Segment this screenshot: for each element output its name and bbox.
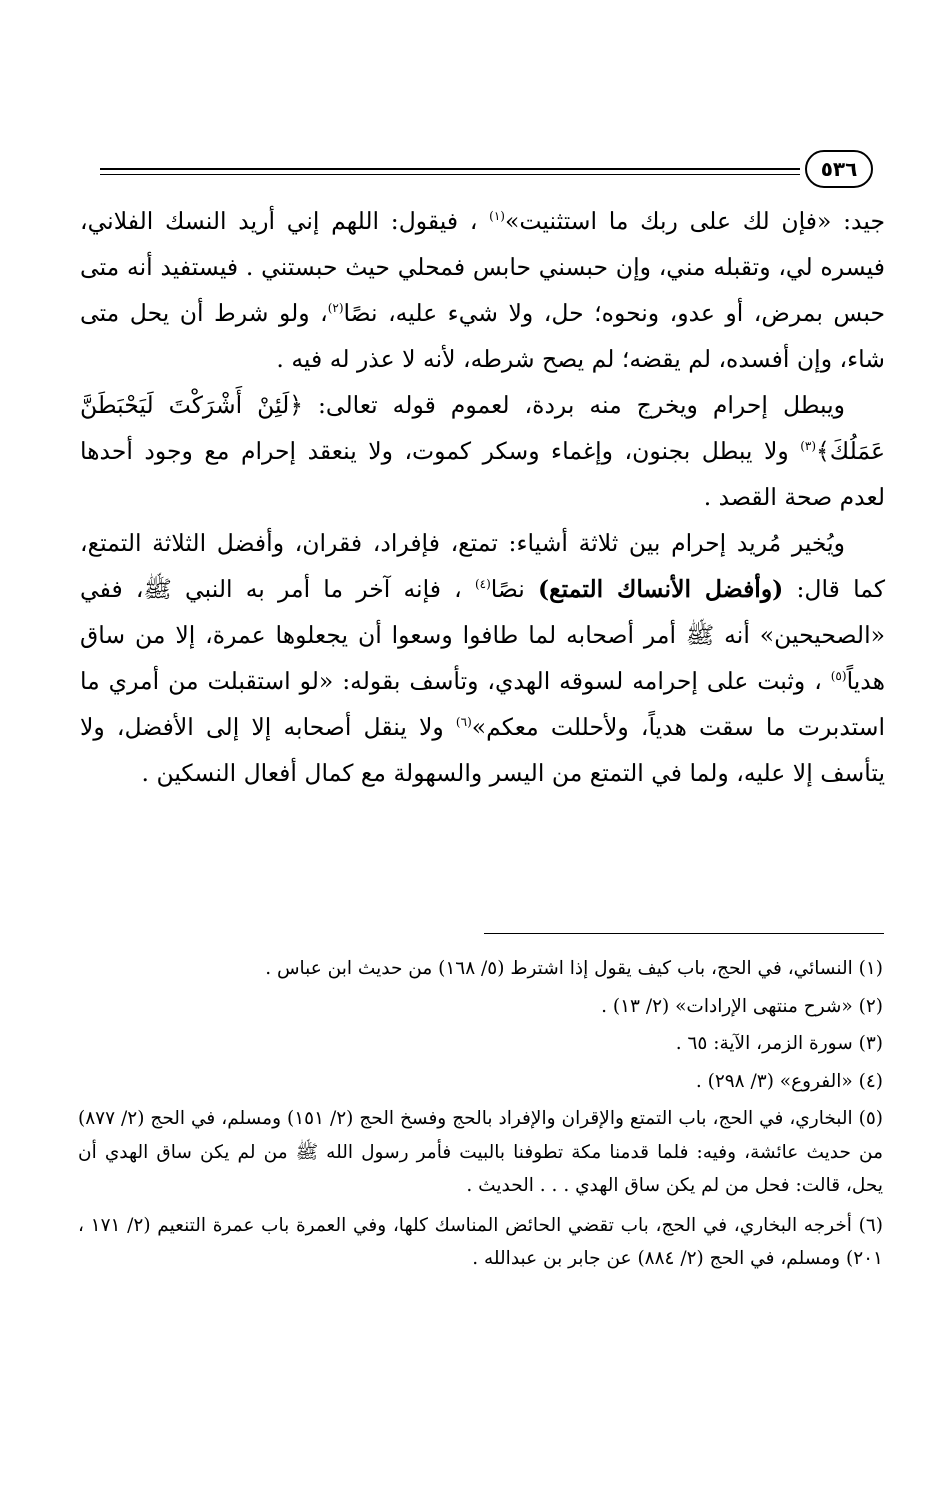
paragraph-1-text: جيد: «فإن لك على ربك ما استثنيت» xyxy=(504,207,885,235)
footnotes xyxy=(78,952,883,1282)
paragraph-2 xyxy=(80,382,885,520)
footnote-ref-6: (٦) xyxy=(455,715,472,730)
footnote-ref-3: (٣) xyxy=(800,439,817,454)
paragraph-3-c: ، فإنه آخر ما أمر به النبي ﷺ، ففي «الصحيحين» أنه ﷺ أمر أصحابه لما طافوا وسعوا أن يجعلوها عمرة، إلا من ساق هدياً xyxy=(80,575,885,695)
paragraph-3-b: نصًا xyxy=(490,575,539,603)
paragraph-1-end: ، ولو شرط أن يحل متى شاء، وإن أفسده، لم يقضه؛ لم يصح شرطه، لأنه لا عذر له فيه . xyxy=(80,299,885,373)
footnote-5: (٥) البخاري، في الحج، باب التمتع والإقران والإفراد بالحج وفسخ الحج (٢/ ١٥١) ومسلم، في الحج (٢/ ٨٧٧) من حديث عائشة، وفيه: فلما قدمنا مكة تطوفنا بالبيت فأمر رسول الله ﷺ من لم يكن ساق الهدي أن يحل، قالت: فحل من لم يكن ساق الهدي . . . الحديث . xyxy=(78,1108,884,1196)
footnote-ref-2: (٢) xyxy=(327,301,344,316)
header-rule-thin xyxy=(100,174,800,175)
footnote-ref-1: (١) xyxy=(489,209,505,224)
footnote-6: (٦) أخرجه البخاري، في الحج، باب تقضي الحائض المناسك كلها، وفي العمرة باب عمرة التنعيم (٢/ ١٧١ ، ٢٠١) ومسلم، في الحج (٢/ ٨٨٤) عن جابر بن عبدالله . xyxy=(78,1214,883,1269)
footnote-4: (٤) «الفروع» (٣/ ٢٩٨) . xyxy=(695,1070,883,1092)
footnote-separator xyxy=(484,933,884,934)
footnote-ref-4: (٤) xyxy=(474,577,491,592)
paragraph-1-cont: ، فيقول: اللهم إني أريد النسك الفلاني، فيسره لي، وتقبله مني، وإن حبسني حابس فمحلي حيث حبستني . فيستفيد أنه متى حبس بمرض، أو عدو، ونحوه؛ حل، ولا شيء عليه، نصًا xyxy=(80,207,885,327)
paragraph-2-end: ولا يبطل بجنون، وإغماء وسكر كموت، ولا ينعقد إحرام مع وجود أحدها لعدم صحة القصد . xyxy=(80,437,885,511)
footnote-ref-5: (٥) xyxy=(830,669,847,684)
main-text xyxy=(80,198,885,796)
paragraph-3 xyxy=(80,520,885,796)
paragraph-1 xyxy=(80,198,885,382)
paragraph-3-text: ويُخير مُريد إحرام بين ثلاثة أشياء: تمتع، فإفراد، فقران، وأفضل الثلاثة التمتع، كما قال: xyxy=(80,529,886,603)
footnote-1: (١) النسائي، في الحج، باب كيف يقول إذا اشترط (٥/ ١٦٨) من حديث ابن عباس . xyxy=(265,958,883,979)
paragraph-3-bold: (وأفضل الأنساك التمتع) xyxy=(538,575,784,603)
paragraph-2-text: ويبطل إحرام ويخرج منه بردة، لعموم قوله تعالى: ﴿لَئِنْ أَشْرَكْتَ لَيَحْبَطَنَّ عَمَلُكَ﴾ xyxy=(80,391,885,465)
paragraph-3-end: ولا ينقل أصحابه إلا إلى الأفضل، ولا يتأسف إلا عليه، ولما في التمتع من اليسر والسهولة مع كمال أفعال النسكين . xyxy=(80,713,885,787)
page-number: ٥٣٦ xyxy=(805,150,873,188)
footnote-3: (٣) سورة الزمر، الآية: ٦٥ . xyxy=(675,1033,883,1054)
header-rule xyxy=(100,168,800,170)
paragraph-3-d: ، وثبت على إحرامه لسوقه الهدي، وتأسف بقوله: «لو استقبلت من أمري ما استدبرت ما سقت هدياً، ولأحللت معكم» xyxy=(80,667,885,741)
footnote-2: (٢) «شرح منتهى الإرادات» (٢/ ١٣) . xyxy=(601,995,883,1017)
